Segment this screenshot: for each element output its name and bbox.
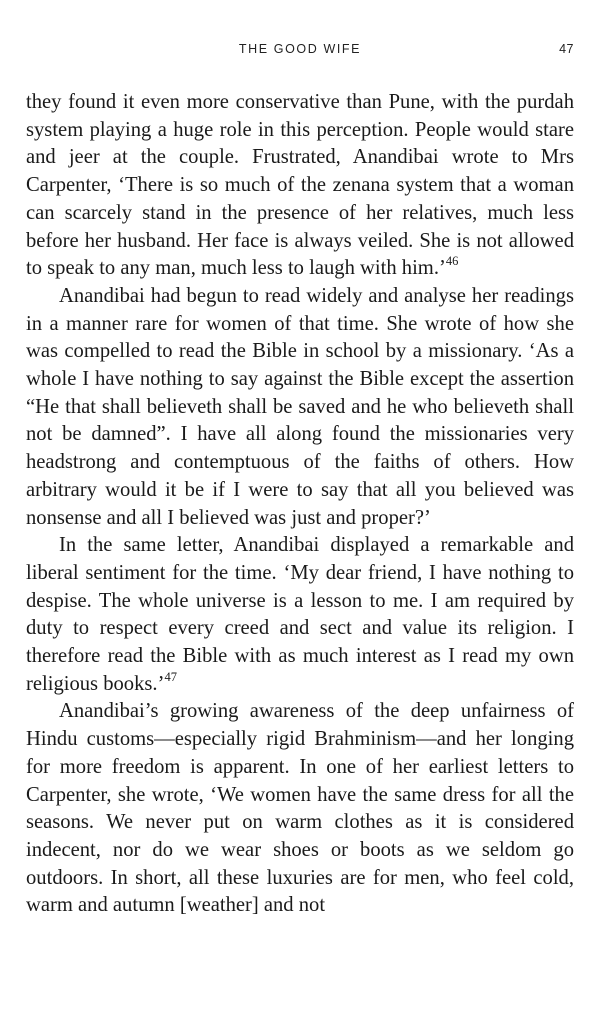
paragraph — [26, 89, 574, 283]
paragraph — [26, 283, 574, 532]
page-number: 47 — [559, 42, 574, 56]
paragraph — [26, 698, 574, 920]
paragraph — [26, 532, 574, 698]
paragraph-text: they found it even more conservative than Pune, with the purdah system playing a huge role in this perception. People would stare and jeer at the couple. Frustrated, Anandibai wrote to Mrs Carpenter, ‘There is so much of the zenana system that a woman can scarcely stand in the presence of her relatives, much less before her husband. Her face is always veiled. She is not allowed to speak to any man, much less to laugh with him.’ — [26, 91, 574, 280]
body-text — [26, 89, 574, 920]
paragraph-text: Anandibai’s growing awareness of the deep unfairness of Hindu customs—especially rigid Brahminism—and her longing for more freedom is apparent. In one of her earliest letters to Carpenter, she wrote, ‘We women have the same dress for all the seasons. We never put on warm clothes as it is considered indecent, nor do we wear shoes or boots as we seldom go outdoors. In short, all these luxuries are for men, who feel cold, warm and autumn [weather] and not — [26, 700, 574, 917]
footnote-marker: 46 — [445, 254, 459, 269]
paragraph-text: In the same letter, Anandibai displayed a remarkable and liberal sentiment for the time. ‘My dear friend, I have nothing to despise. The whole universe is a lesson to me. I am required by duty to respect every creed and sect and value its religion. I therefore read the Bible with as much interest as I read my own religious books.’ — [26, 534, 574, 695]
footnote-marker: 47 — [164, 669, 177, 684]
paragraph-text: Anandibai had begun to read widely and analyse her readings in a manner rare for women of that time. She wrote of how she was compelled to read the Bible in school by a missionary. ‘As a whole I have nothing to say against the Bible except the assertion “He that shall believeth shall be saved and he who believeth shall not be damned”. I have all along found the missionaries very headstrong and contemptuous of the faiths of others. How arbitrary would it be if I were to say that all you believed was nonsense and all I believed was just and proper?’ — [26, 284, 574, 529]
page-header — [0, 42, 600, 62]
running-head: THE GOOD WIFE — [238, 42, 362, 56]
